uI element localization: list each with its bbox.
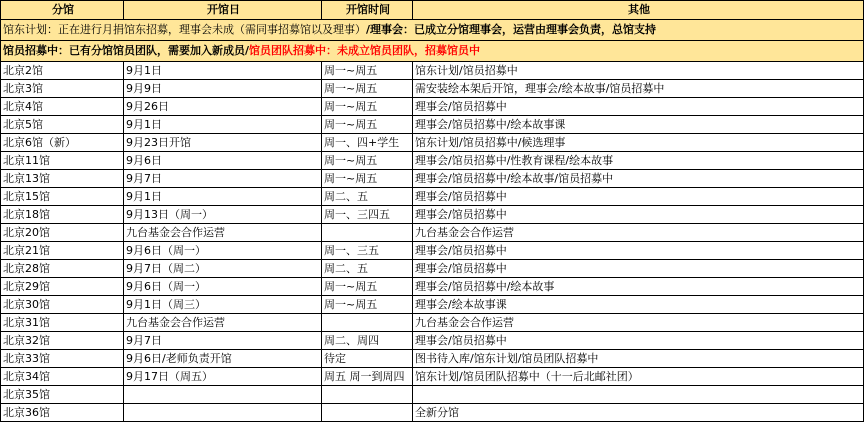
header-branch[interactable]: 分馆 [1, 1, 124, 20]
note-cell-1[interactable] [1, 20, 864, 41]
table-row [1, 242, 864, 260]
branch-cell[interactable]: 北京21馆 [1, 242, 124, 260]
note-row-2 [1, 41, 864, 62]
open-time-cell[interactable]: 周五 周一到周四 [322, 368, 413, 386]
table-row [1, 206, 864, 224]
header-open-date[interactable]: 开馆日 [124, 1, 322, 20]
open-time-cell[interactable]: 周一~周五 [322, 116, 413, 134]
table-row [1, 350, 864, 368]
open-date-cell[interactable]: 9月1日 [124, 188, 322, 206]
open-time-cell[interactable]: 周二、五 [322, 260, 413, 278]
open-time-cell[interactable]: 周一~周五 [322, 62, 413, 80]
branch-cell[interactable]: 北京15馆 [1, 188, 124, 206]
open-time-cell[interactable] [322, 404, 413, 422]
branch-cell[interactable]: 北京31馆 [1, 314, 124, 332]
open-date-cell[interactable]: 9月17日（周五） [124, 368, 322, 386]
table-row [1, 152, 864, 170]
branch-cell[interactable]: 北京4馆 [1, 98, 124, 116]
open-date-cell[interactable]: 9月6日 [124, 152, 322, 170]
open-time-cell[interactable]: 周一~周五 [322, 80, 413, 98]
open-time-cell[interactable] [322, 386, 413, 404]
table-row [1, 332, 864, 350]
table-row [1, 314, 864, 332]
table-row [1, 278, 864, 296]
open-date-cell[interactable]: 9月7日 [124, 170, 322, 188]
open-date-cell[interactable] [124, 386, 322, 404]
other-cell[interactable]: 理事会/馆员招募中 [413, 332, 864, 350]
table-row [1, 98, 864, 116]
header-row [1, 1, 864, 20]
open-date-cell[interactable]: 9月9日 [124, 80, 322, 98]
open-time-cell[interactable]: 周一~周五 [322, 98, 413, 116]
table-row [1, 296, 864, 314]
open-date-cell[interactable]: 9月1日 [124, 116, 322, 134]
other-cell[interactable]: 理事会/馆员招募中/绘本故事/馆员招募中 [413, 170, 864, 188]
branch-cell[interactable]: 北京32馆 [1, 332, 124, 350]
open-date-cell[interactable] [124, 404, 322, 422]
branch-cell[interactable]: 北京35馆 [1, 386, 124, 404]
note-row-1 [1, 20, 864, 41]
open-date-cell[interactable]: 9月26日 [124, 98, 322, 116]
note1-bold: /理事会：已成立分馆理事会，运营由理事会负责，总馆支持 [366, 23, 657, 36]
table-row [1, 368, 864, 386]
branch-cell[interactable]: 北京3馆 [1, 80, 124, 98]
other-cell[interactable]: 理事会/馆员招募中/绘本故事课 [413, 116, 864, 134]
table-row [1, 134, 864, 152]
branch-cell[interactable]: 北京28馆 [1, 260, 124, 278]
table-row [1, 170, 864, 188]
open-time-cell[interactable] [322, 224, 413, 242]
open-date-cell[interactable]: 9月6日（周一） [124, 242, 322, 260]
open-date-cell[interactable]: 9月7日（周二） [124, 260, 322, 278]
table-body [1, 62, 864, 422]
open-time-cell[interactable]: 周一~周五 [322, 152, 413, 170]
other-cell[interactable]: 全新分馆 [413, 404, 864, 422]
open-date-cell[interactable]: 9月23日开馆 [124, 134, 322, 152]
table-row [1, 62, 864, 80]
branch-cell[interactable]: 北京29馆 [1, 278, 124, 296]
other-cell[interactable]: 理事会/馆员招募中/性教育课程/绘本故事 [413, 152, 864, 170]
open-time-cell[interactable]: 周二、周四 [322, 332, 413, 350]
other-cell[interactable]: 馆东计划/馆员团队招募中（十一后北邮社团） [413, 368, 864, 386]
open-date-cell[interactable]: 9月1日（周三） [124, 296, 322, 314]
other-cell[interactable]: 馆东计划/馆员招募中 [413, 62, 864, 80]
table-row [1, 224, 864, 242]
branch-cell[interactable]: 北京18馆 [1, 206, 124, 224]
open-date-cell[interactable]: 9月6日/老师负责开馆 [124, 350, 322, 368]
table-row [1, 188, 864, 206]
other-cell[interactable]: 理事会/馆员招募中/绘本故事 [413, 278, 864, 296]
open-time-cell[interactable]: 周一~周五 [322, 278, 413, 296]
table-row [1, 260, 864, 278]
other-cell[interactable]: 理事会/绘本故事课 [413, 296, 864, 314]
branch-cell[interactable]: 北京6馆（新） [1, 134, 124, 152]
open-date-cell[interactable]: 9月7日 [124, 332, 322, 350]
table-row [1, 80, 864, 98]
open-time-cell[interactable]: 周一、三四五 [322, 206, 413, 224]
open-date-cell[interactable]: 9月6日（周一） [124, 278, 322, 296]
branch-cell[interactable]: 北京34馆 [1, 368, 124, 386]
branch-cell[interactable]: 北京33馆 [1, 350, 124, 368]
other-cell[interactable]: 理事会/馆员招募中 [413, 206, 864, 224]
open-date-cell[interactable]: 9月13日（周一） [124, 206, 322, 224]
table-row [1, 116, 864, 134]
branch-cell[interactable]: 北京5馆 [1, 116, 124, 134]
other-cell[interactable]: 理事会/馆员招募中 [413, 188, 864, 206]
table-row [1, 386, 864, 404]
other-cell[interactable]: 图书待入库/馆东计划/馆员团队招募中 [413, 350, 864, 368]
other-cell[interactable]: 九台基金会合作运营 [413, 314, 864, 332]
open-time-cell[interactable]: 周一~周五 [322, 296, 413, 314]
open-time-cell[interactable] [322, 314, 413, 332]
other-cell[interactable]: 理事会/馆员招募中 [413, 260, 864, 278]
header-other[interactable]: 其他 [413, 1, 864, 20]
open-time-cell[interactable]: 周一~周五 [322, 170, 413, 188]
note1-prefix: 馆东计划：正在进行月捐馆东招募，理事会未成（需同事招募馆以及理事） [3, 23, 366, 36]
note2-black: 馆员招募中：已有分馆馆员团队，需要加入新成员/ [3, 44, 250, 57]
other-cell[interactable]: 九台基金会合作运营 [413, 224, 864, 242]
branch-cell[interactable]: 北京11馆 [1, 152, 124, 170]
note2-red: 馆员团队招募中：未成立馆员团队，招募馆员中 [249, 44, 481, 57]
table-row [1, 404, 864, 422]
other-cell[interactable]: 需安装绘本架后开馆，理事会/绘本故事/馆员招募中 [413, 80, 864, 98]
other-cell[interactable]: 理事会/馆员招募中 [413, 242, 864, 260]
branch-cell[interactable]: 北京36馆 [1, 404, 124, 422]
other-cell[interactable]: 馆东计划/馆员招募中/候选理事 [413, 134, 864, 152]
branch-cell[interactable]: 北京13馆 [1, 170, 124, 188]
branch-cell[interactable]: 北京20馆 [1, 224, 124, 242]
open-date-cell[interactable]: 9月1日 [124, 62, 322, 80]
open-date-cell[interactable]: 九台基金会合作运营 [124, 224, 322, 242]
note-cell-2[interactable] [1, 41, 864, 62]
open-time-cell[interactable]: 周二、五 [322, 188, 413, 206]
open-time-cell[interactable]: 待定 [322, 350, 413, 368]
other-cell[interactable] [413, 386, 864, 404]
open-time-cell[interactable]: 周一、四+学生 [322, 134, 413, 152]
other-cell[interactable]: 理事会/馆员招募中 [413, 98, 864, 116]
header-open-time[interactable]: 开馆时间 [322, 1, 413, 20]
open-time-cell[interactable]: 周一、三五 [322, 242, 413, 260]
branch-cell[interactable]: 北京30馆 [1, 296, 124, 314]
open-date-cell[interactable]: 九台基金会合作运营 [124, 314, 322, 332]
branch-cell[interactable]: 北京2馆 [1, 62, 124, 80]
